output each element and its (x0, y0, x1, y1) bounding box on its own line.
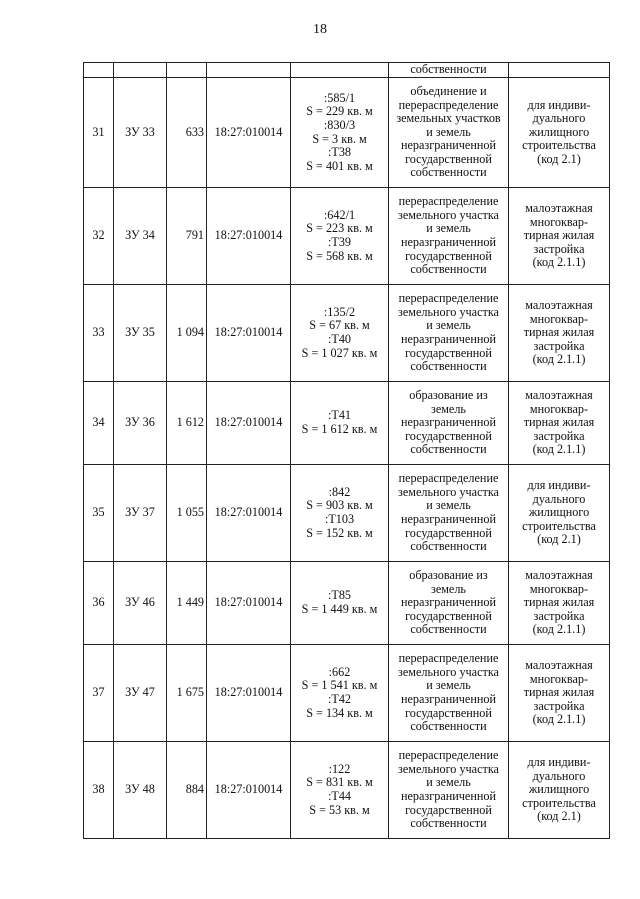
source-line: :642/1 (323, 207, 356, 222)
source-line: S = 53 кв. м (309, 802, 370, 817)
permitted-use: малоэтажная многоквар- тирная жилая застройка (код 2.1.1) (509, 382, 610, 465)
table-body (84, 63, 610, 839)
plot-designation: ЗУ 46 (114, 562, 167, 645)
cadastral-quarter: 18:27:010014 (207, 465, 291, 562)
source-line: :842 (328, 484, 351, 499)
source-line: :Т39 (327, 235, 352, 249)
formation-method: объединение и перераспределение земельных участков и земель неразграниченной государственной собственности (389, 78, 509, 188)
cadastral-quarter: 18:27:010014 (207, 645, 291, 742)
source-plots (291, 382, 389, 465)
formation-method: перераспределение земельного участка и земель неразграниченной государственной собственности (389, 465, 509, 562)
permitted-use: для индиви- дуального жилищного строительства (код 2.1) (509, 465, 610, 562)
cell-sources (291, 63, 389, 78)
plot-designation: ЗУ 35 (114, 285, 167, 382)
row-number: 34 (84, 382, 114, 465)
plot-area: 884 (167, 742, 207, 839)
cadastral-quarter: 18:27:010014 (207, 78, 291, 188)
formation-method: перераспределение земельного участка и земель неразграниченной государственной собственности (389, 188, 509, 285)
table-row (84, 465, 610, 562)
plot-designation: ЗУ 33 (114, 78, 167, 188)
cadastral-quarter: 18:27:010014 (207, 188, 291, 285)
source-line: S = 1 449 кв. м (301, 602, 378, 616)
table-row (84, 78, 610, 188)
source-line: S = 831 кв. м (306, 775, 373, 790)
source-plots (291, 78, 389, 188)
plot-area: 1 094 (167, 285, 207, 382)
formation-method: перераспределение земельного участка и земель неразграниченной государственной собственности (389, 645, 509, 742)
row-number: 33 (84, 285, 114, 382)
table-row-continuation (84, 63, 610, 78)
plot-area: 1 612 (167, 382, 207, 465)
source-line: :585/1 (323, 90, 356, 105)
source-line: :Т103 (324, 512, 355, 526)
formation-method: образование из земель неразграниченной государственной собственности (389, 382, 509, 465)
plot-designation: ЗУ 34 (114, 188, 167, 285)
source-line: S = 1 027 кв. м (301, 345, 378, 360)
plot-area: 1 055 (167, 465, 207, 562)
source-line: :135/2 (323, 304, 356, 319)
row-number: 38 (84, 742, 114, 839)
source-line: :Т85 (327, 588, 352, 603)
source-plots (291, 742, 389, 839)
land-plots-table (83, 62, 610, 839)
source-line: S = 1 612 кв. м (301, 422, 378, 436)
cadastral-quarter: 18:27:010014 (207, 285, 291, 382)
source-line: S = 1 541 кв. м (301, 678, 378, 693)
source-line: S = 229 кв. м (306, 104, 373, 119)
permitted-use: малоэтажная многоквар- тирная жилая застройка (код 2.1.1) (509, 562, 610, 645)
permitted-use: для индиви- дуального жилищного строительства (код 2.1) (509, 742, 610, 839)
cadastral-quarter: 18:27:010014 (207, 742, 291, 839)
cadastral-quarter: 18:27:010014 (207, 562, 291, 645)
source-line: S = 3 кв. м (312, 131, 367, 146)
source-line: S = 568 кв. м (306, 248, 373, 263)
formation-method: перераспределение земельного участка и земель неразграниченной государственной собственности (389, 742, 509, 839)
table-row (84, 742, 610, 839)
source-plots (291, 645, 389, 742)
cell-cadastral (207, 63, 291, 78)
permitted-use: для индиви- дуального жилищного строительства (код 2.1) (509, 78, 610, 188)
source-plots (291, 188, 389, 285)
cell-method: собственности (389, 63, 509, 78)
row-number: 37 (84, 645, 114, 742)
source-line: :Т38 (327, 145, 352, 160)
source-line: S = 223 кв. м (306, 221, 373, 236)
cadastral-quarter: 18:27:010014 (207, 382, 291, 465)
table-row (84, 188, 610, 285)
table-row (84, 562, 610, 645)
plot-designation: ЗУ 37 (114, 465, 167, 562)
row-number: 31 (84, 78, 114, 188)
row-number: 36 (84, 562, 114, 645)
permitted-use: малоэтажная многоквар- тирная жилая застройка (код 2.1.1) (509, 285, 610, 382)
source-line: :122 (328, 761, 351, 776)
source-line: :Т42 (327, 692, 352, 706)
row-number: 35 (84, 465, 114, 562)
source-line: S = 134 кв. м (306, 705, 373, 720)
formation-method: образование из земель неразграниченной государственной собственности (389, 562, 509, 645)
table-row (84, 285, 610, 382)
plot-designation: ЗУ 47 (114, 645, 167, 742)
source-line: S = 67 кв. м (309, 318, 370, 333)
source-line: S = 401 кв. м (306, 158, 373, 173)
source-line: :Т40 (327, 332, 352, 346)
page-number: 18 (313, 22, 327, 37)
formation-method: перераспределение земельного участка и земель неразграниченной государственной собственности (389, 285, 509, 382)
source-line: :830/3 (323, 117, 356, 132)
cell-use (509, 63, 610, 78)
plot-designation: ЗУ 48 (114, 742, 167, 839)
source-line: S = 903 кв. м (306, 498, 373, 513)
source-plots (291, 465, 389, 562)
plot-area: 1 449 (167, 562, 207, 645)
plot-area: 633 (167, 78, 207, 188)
plot-area: 1 675 (167, 645, 207, 742)
permitted-use: малоэтажная многоквар- тирная жилая застройка (код 2.1.1) (509, 188, 610, 285)
source-line: :Т44 (327, 789, 352, 803)
cell-zu (114, 63, 167, 78)
row-number: 32 (84, 188, 114, 285)
source-line: :662 (328, 664, 351, 679)
permitted-use: малоэтажная многоквар- тирная жилая застройка (код 2.1.1) (509, 645, 610, 742)
plot-designation: ЗУ 36 (114, 382, 167, 465)
source-line: S = 152 кв. м (306, 525, 373, 540)
source-plots (291, 285, 389, 382)
table-row (84, 645, 610, 742)
plot-area: 791 (167, 188, 207, 285)
cell-area (167, 63, 207, 78)
source-line: :Т41 (327, 408, 352, 423)
source-plots (291, 562, 389, 645)
table-row (84, 382, 610, 465)
cell-num (84, 63, 114, 78)
